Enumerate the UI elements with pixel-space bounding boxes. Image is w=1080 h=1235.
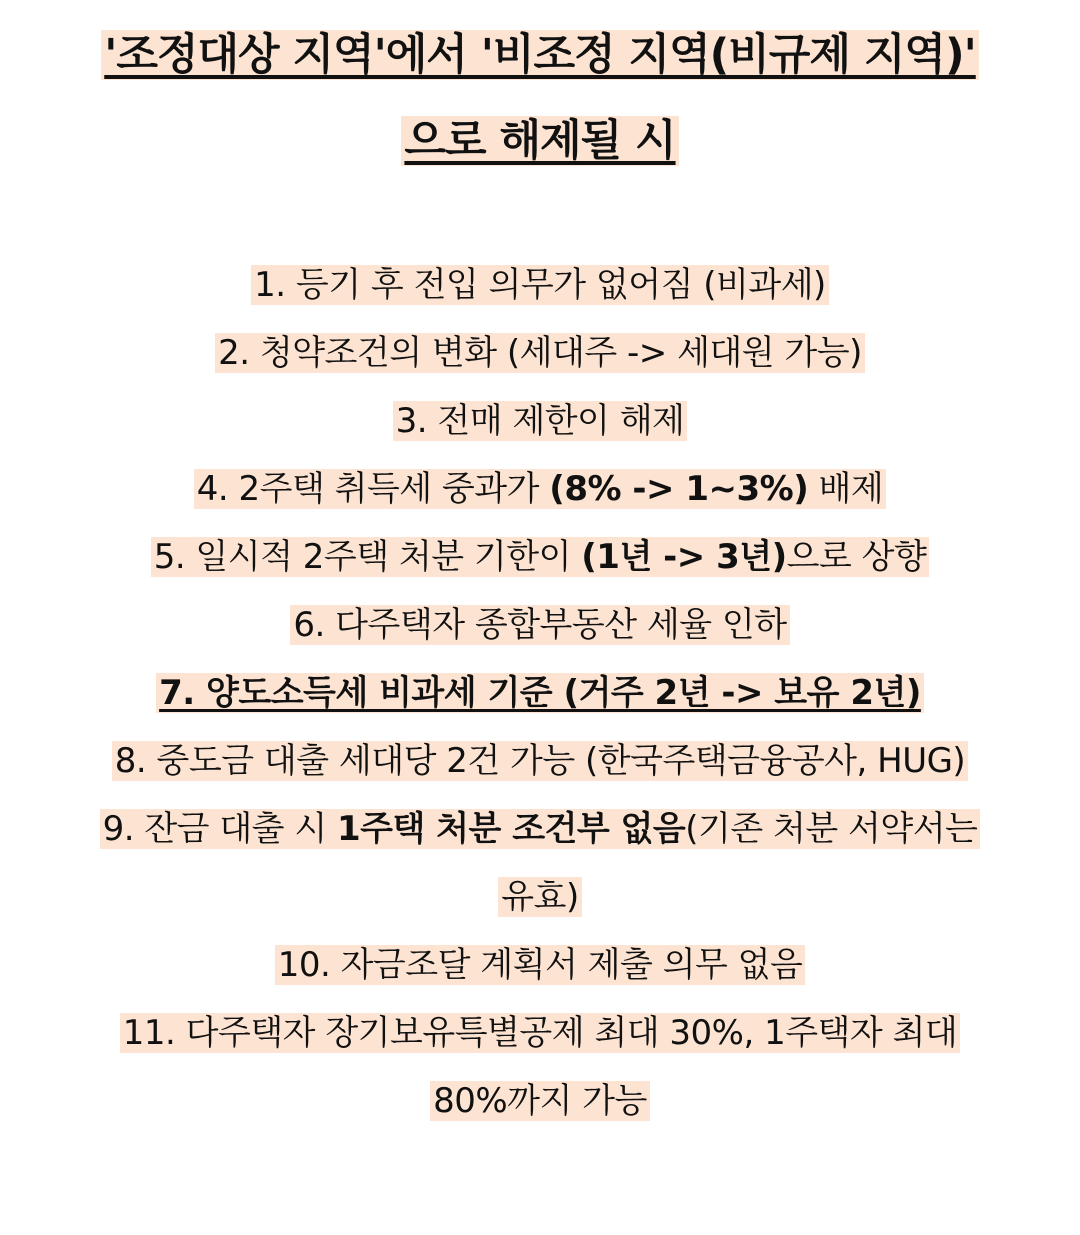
bold-emphasis: 1주택 처분 조건부 없음: [336, 809, 686, 849]
list-item-4: 4. 2주택 취득세 중과가 (8% -> 1~3%) 배제: [90, 455, 990, 523]
list-item-1: 1. 등기 후 전입 의무가 없어짐 (비과세): [90, 251, 990, 319]
list-item-6: 6. 다주택자 종합부동산 세율 인하: [90, 591, 990, 659]
bold-emphasis: (1년 -> 3년): [581, 537, 787, 577]
list-item-11: 11. 다주택자 장기보유특별공제 최대 30%, 1주택자 최대 80%까지 가능: [90, 999, 990, 1135]
list-item-3: 3. 전매 제한이 해제: [90, 387, 990, 455]
list-item-9: 9. 잔금 대출 시 1주택 처분 조건부 없음(기존 처분 서약서는 유효): [90, 795, 990, 931]
page-title: [90, 12, 990, 184]
bold-emphasis: (8% -> 1~3%): [549, 469, 809, 509]
list-item-10: 10. 자금조달 계획서 제출 의무 없음: [90, 931, 990, 999]
list-item-7: 7. 양도소득세 비과세 기준 (거주 2년 -> 보유 2년): [40, 659, 1040, 727]
list-item-2: 2. 청약조건의 변화 (세대주 -> 세대원 가능): [90, 319, 990, 387]
list-item-8: 8. 중도금 대출 세대당 2건 가능 (한국주택금융공사, HUG): [90, 727, 990, 795]
list-item-5: 5. 일시적 2주택 처분 기한이 (1년 -> 3년)으로 상향: [40, 523, 1040, 591]
regulation-list: [0, 251, 1080, 1135]
page-title-text: '조정대상 지역'에서 '비조정 지역(비규제 지역)' 으로 해제될 시: [101, 30, 979, 166]
